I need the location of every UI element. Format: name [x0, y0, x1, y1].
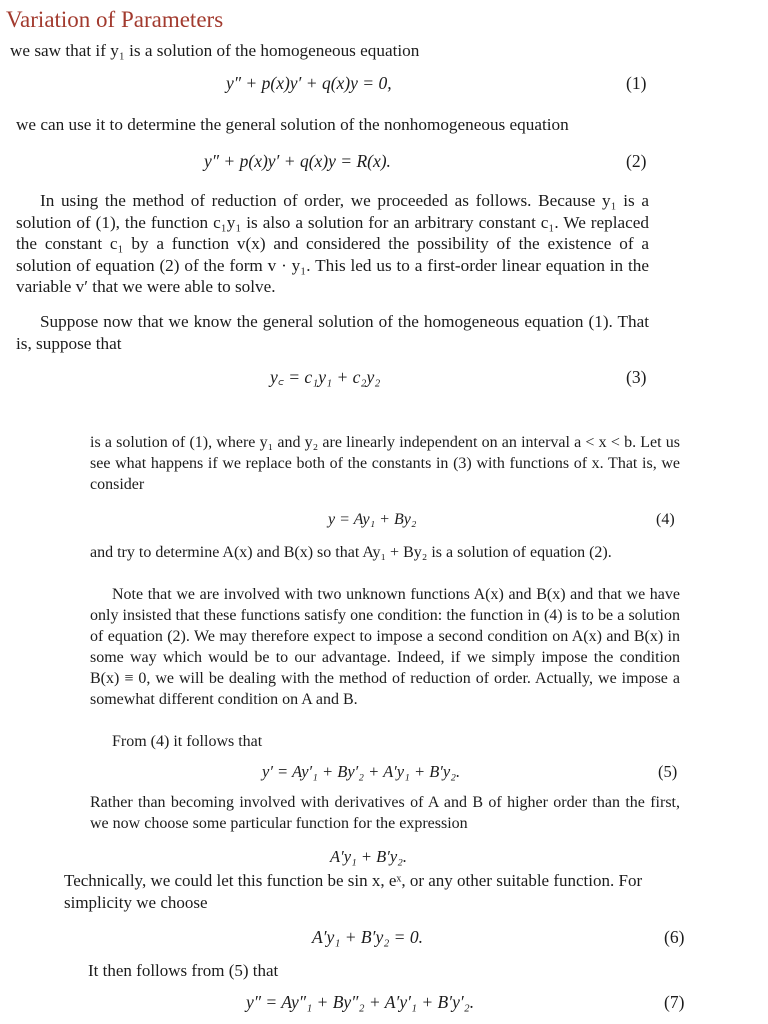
paragraph-follows-from-5: It then follows from (5) that [88, 961, 279, 980]
equation-7: y″ = Ay″₁ + By″₂ + A′y′₁ + B′y′₂. [246, 992, 475, 1012]
equation-3: y꜀ = c₁y₁ + c₂y₂ [270, 367, 381, 387]
equation-4: y = Ay₁ + By₂ [328, 511, 417, 528]
equation-5: y′ = Ay′₁ + By′₂ + A′y₁ + B′y₂. [262, 762, 461, 781]
equation-6: A′y₁ + B′y₂ = 0. [312, 927, 423, 947]
equation-2: y″ + p(x)y′ + q(x)y = R(x). [204, 151, 391, 171]
equation-6-number: (6) [664, 927, 685, 947]
equation-4-number: (4) [656, 511, 675, 528]
paragraph-nonhomogeneous: we can use it to determine the general solution of the nonhomogeneous equation [16, 115, 569, 134]
paragraph-second-condition: Note that we are involved with two unknown functions A(x) and B(x) and that we have only insisted that these functions satisfy one condition: the function in (4) is to be a solution of equation (2). We may therefore expect to impose a second condition on A(x) and B(x) in some way which would be to our advantage. Indeed, if we simply impose the condition B(x) ≡ 0, we will be dealing with the method of reduction of order. Actually, we impose a somewhat different condition on A and B. [90, 586, 680, 708]
paragraph-derivatives: Rather than becoming involved with derivatives of A and B of higher order than the first, we now choose some particular function for the expression [90, 794, 680, 832]
equation-2-number: (2) [626, 151, 647, 171]
equation-expression: A′y₁ + B′y₂. [330, 847, 408, 866]
equation-7-number: (7) [664, 992, 685, 1012]
paragraph-reduction-of-order: In using the method of reduction of order, we proceeded as follows. Because y₁ is a solution of (1), the function c₁y₁ is also a solution for an arbitrary constant c₁. We replaced the constant c₁ by a function v(x) and considered the possibility of the existence of a solution of equation (2) of the form v · y₁. This led us to a first-order linear equation in the variable v′ that we were able to solve. [16, 191, 649, 296]
paragraph-technically: Technically, we could let this function be sin x, eˣ, or any other suitable function. For simplicity we choose [64, 871, 643, 912]
paragraph-linearly-independent: is a solution of (1), where y₁ and y₂ are linearly independent on an interval a < x < b. Let us see what happens if we replace both of the constants in (3) with functions of x. That is, we consider [90, 434, 680, 493]
paragraph-from-4: From (4) it follows that [112, 733, 263, 750]
equation-3-number: (3) [626, 367, 647, 387]
page-title: Variation of Parameters [6, 7, 224, 32]
equation-5-number: (5) [658, 762, 678, 781]
paragraph-suppose: Suppose now that we know the general solution of the homogeneous equation (1). That is, suppose that [16, 312, 649, 353]
paragraph-determine-a-b: and try to determine A(x) and B(x) so that Ay₁ + By₂ is a solution of equation (2). [90, 544, 612, 561]
equation-1: y″ + p(x)y′ + q(x)y = 0, [226, 73, 392, 93]
equation-1-number: (1) [626, 73, 647, 93]
paragraph-intro: we saw that if y₁ is a solution of the homogeneous equation [10, 41, 420, 60]
